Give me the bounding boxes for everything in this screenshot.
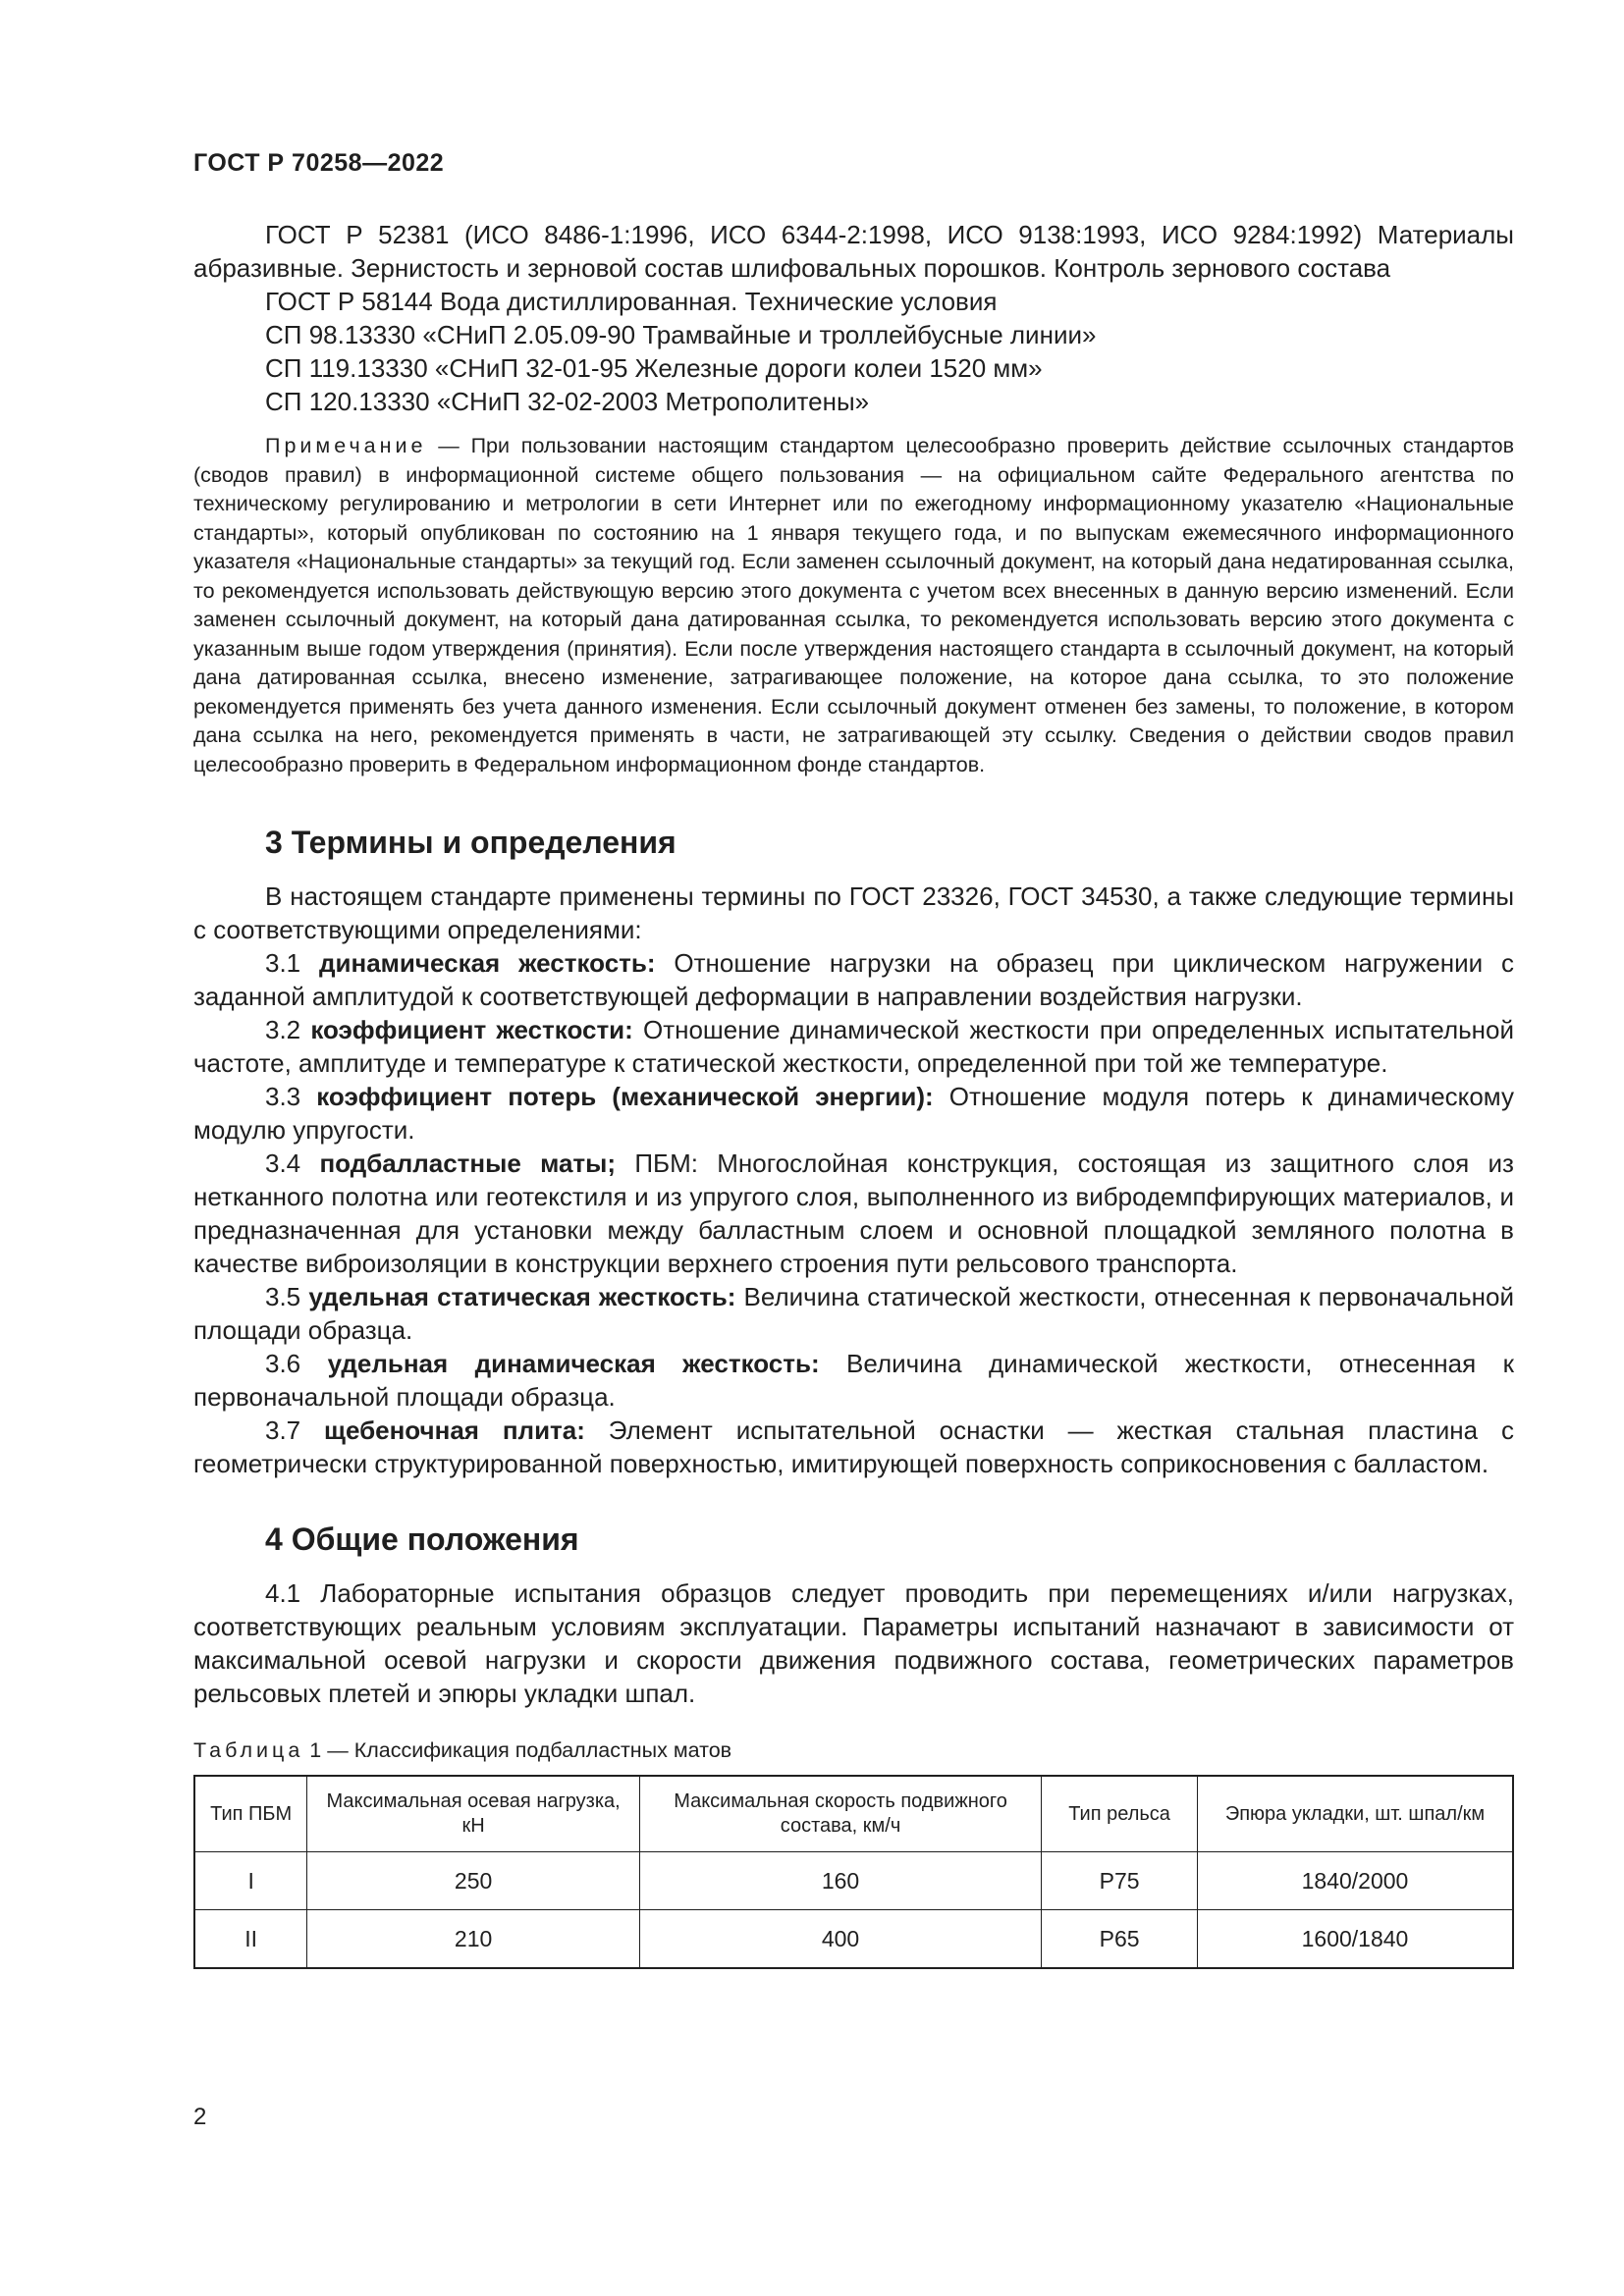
term-text: Величина динамической жесткости, отнесенная к первоначальной площади образца.	[193, 1349, 1514, 1412]
note-paragraph	[193, 432, 1514, 779]
term-definition	[193, 1280, 1514, 1347]
table-cell: 400	[639, 1910, 1041, 1969]
page-content	[193, 218, 1514, 1969]
classification-table	[193, 1775, 1514, 1969]
term-text: Отношение нагрузки на образец при циклическом нагружении с заданной амплитудой к соответствующей деформации в направлении воздействия нагрузки.	[193, 948, 1514, 1011]
reference-item: ГОСТ Р 52381 (ИСО 8486-1:1996, ИСО 6344-2:1998, ИСО 9138:1993, ИСО 9284:1992) Материалы абразивные. Зернистость и зерновой состав шлифовальных порошков. Контроль зернового состава	[193, 220, 1514, 283]
term-definition	[193, 1080, 1514, 1147]
term-text: Отношение модуля потерь к динамическому модулю упругости.	[193, 1082, 1514, 1145]
table-cell: II	[194, 1910, 307, 1969]
term-name: коэффициент жесткости:	[310, 1015, 633, 1044]
section-3-intro: В настоящем стандарте применены термины по ГОСТ 23326, ГОСТ 34530, а также следующие термины с соответствующими определениями:	[193, 881, 1514, 944]
term-definition	[193, 1347, 1514, 1414]
term-number: 3.4	[265, 1148, 301, 1178]
table-header-cell: Тип ПБМ	[194, 1776, 307, 1852]
term-text: Элемент испытательной оснастки — жесткая стальная пластина с геометрически структурированной поверхностью, имитирующей поверхность соприкосновения с балластом.	[193, 1415, 1514, 1478]
term-text: ПБМ: Многослойная конструкция, состоящая из защитного слоя из нетканного полотна или геотекстиля и из упругого слоя, выполненного из вибродемпфирующих материалов, и предназначенная для установки между балластным слоем и основной площадкой земляного полотна в качестве виброизоляции в конструкции верхнего строения пути рельсового транспорта.	[193, 1148, 1514, 1278]
page-number: 2	[193, 2104, 207, 2130]
table-header-cell: Максимальная скорость подвижного состава, км/ч	[639, 1776, 1041, 1852]
table-cell: 1840/2000	[1197, 1852, 1513, 1910]
table-cell: 210	[307, 1910, 640, 1969]
table-cell: 160	[639, 1852, 1041, 1910]
table-cell: I	[194, 1852, 307, 1910]
term-name: удельная статическая жесткость:	[308, 1282, 736, 1311]
term-definition	[193, 1013, 1514, 1080]
note-label: Примечание	[265, 434, 427, 457]
term-name: подбалластные маты;	[319, 1148, 617, 1178]
term-number: 3.6	[265, 1349, 301, 1378]
document-header-code: ГОСТ Р 70258—2022	[193, 149, 445, 177]
term-text: Отношение динамической жесткости при определенных испытательной частоте, амплитуде и температуре к статической жесткости, определенной при той же температуре.	[193, 1015, 1515, 1078]
table-caption-text: 1 — Классификация подбалластных матов	[309, 1738, 732, 1762]
table-header-cell: Максимальная осевая нагрузка, кН	[307, 1776, 640, 1852]
section-4-paragraph: 4.1 Лабораторные испытания образцов следует проводить при перемещениях и/или нагрузках, соответствующих реальным условиям эксплуатации. Параметры испытаний назначают в зависимости от максимальной осевой нагрузки и скорости движения подвижного состава, геометрических параметров рельсовых плетей и эпюры укладки шпал.	[193, 1578, 1514, 1708]
section-3-title: 3 Термины и определения	[265, 825, 677, 860]
table-cell: Р75	[1042, 1852, 1198, 1910]
term-number: 3.2	[265, 1015, 301, 1044]
term-definition	[193, 1147, 1514, 1280]
term-definition	[193, 946, 1514, 1013]
table-caption	[193, 1735, 1514, 1765]
table-cell: Р65	[1042, 1910, 1198, 1969]
reference-item: СП 98.13330 «СНиП 2.05.09-90 Трамвайные и троллейбусные линии»	[265, 320, 1097, 349]
reference-item: СП 119.13330 «СНиП 32-01-95 Железные дороги колеи 1520 мм»	[265, 353, 1043, 383]
term-name: коэффициент потерь (механической энергии):	[316, 1082, 934, 1111]
reference-item: СП 120.13330 «СНиП 32-02-2003 Метрополитены»	[265, 387, 870, 416]
table-cell: 1600/1840	[1197, 1910, 1513, 1969]
reference-item: ГОСТ Р 58144 Вода дистиллированная. Технические условия	[265, 287, 998, 316]
table-header-cell: Эпюра укладки, шт. шпал/км	[1197, 1776, 1513, 1852]
table-header-cell: Тип рельса	[1042, 1776, 1198, 1852]
table-row	[194, 1852, 1513, 1910]
term-number: 3.5	[265, 1282, 301, 1311]
section-4-title: 4 Общие положения	[265, 1522, 579, 1557]
term-definition	[193, 1414, 1514, 1480]
note-text: — При пользовании настоящим стандартом целесообразно проверить действие ссылочных стандартов (сводов правил) в информационной системе общего пользования — на официальном сайте Федерального агентства по техническому регулированию и метрологии в сети Интернет или по ежегодному информационному указателю «Национальные стандарты», который опубликован по состоянию на 1 января текущего года, и по выпускам ежемесячного информационного указателя «Национальные стандарты» за текущий год. Если заменен ссылочный документ, на который дана недатированная ссылка, то рекомендуется использовать действующую версию этого документа с учетом всех внесенных в данную версию изменений. Если заменен ссылочный документ, на который дана датированная ссылка, то рекомендуется использовать версию этого документа с указанным выше годом утверждения (принятия). Если после утверждения настоящего стандарта в ссылочный документ, на который дана датированная ссылка, внесено изменение, затрагивающее положение, на которое дана ссылка, то это положение рекомендуется применять без учета данного изменения. Если ссылочный документ отменен без замены, то положение, в котором дана ссылка на него, рекомендуется применять в части, не затрагивающей эту ссылку. Сведения о действии сводов правил целесообразно проверить в Федеральном информационном фонде стандартов.	[193, 434, 1514, 776]
term-text: Величина статической жесткости, отнесенная к первоначальной площади образца.	[193, 1282, 1514, 1345]
table-cell: 250	[307, 1852, 640, 1910]
term-number: 3.1	[265, 948, 301, 978]
term-name: динамическая жесткость:	[319, 948, 656, 978]
table-header-row	[194, 1776, 1513, 1852]
term-name: щебеночная плита:	[324, 1415, 585, 1445]
term-number: 3.7	[265, 1415, 301, 1445]
term-number: 3.3	[265, 1082, 301, 1111]
table-row	[194, 1910, 1513, 1969]
term-name: удельная динамическая жесткость:	[327, 1349, 820, 1378]
table-caption-label: Таблица	[193, 1738, 304, 1762]
